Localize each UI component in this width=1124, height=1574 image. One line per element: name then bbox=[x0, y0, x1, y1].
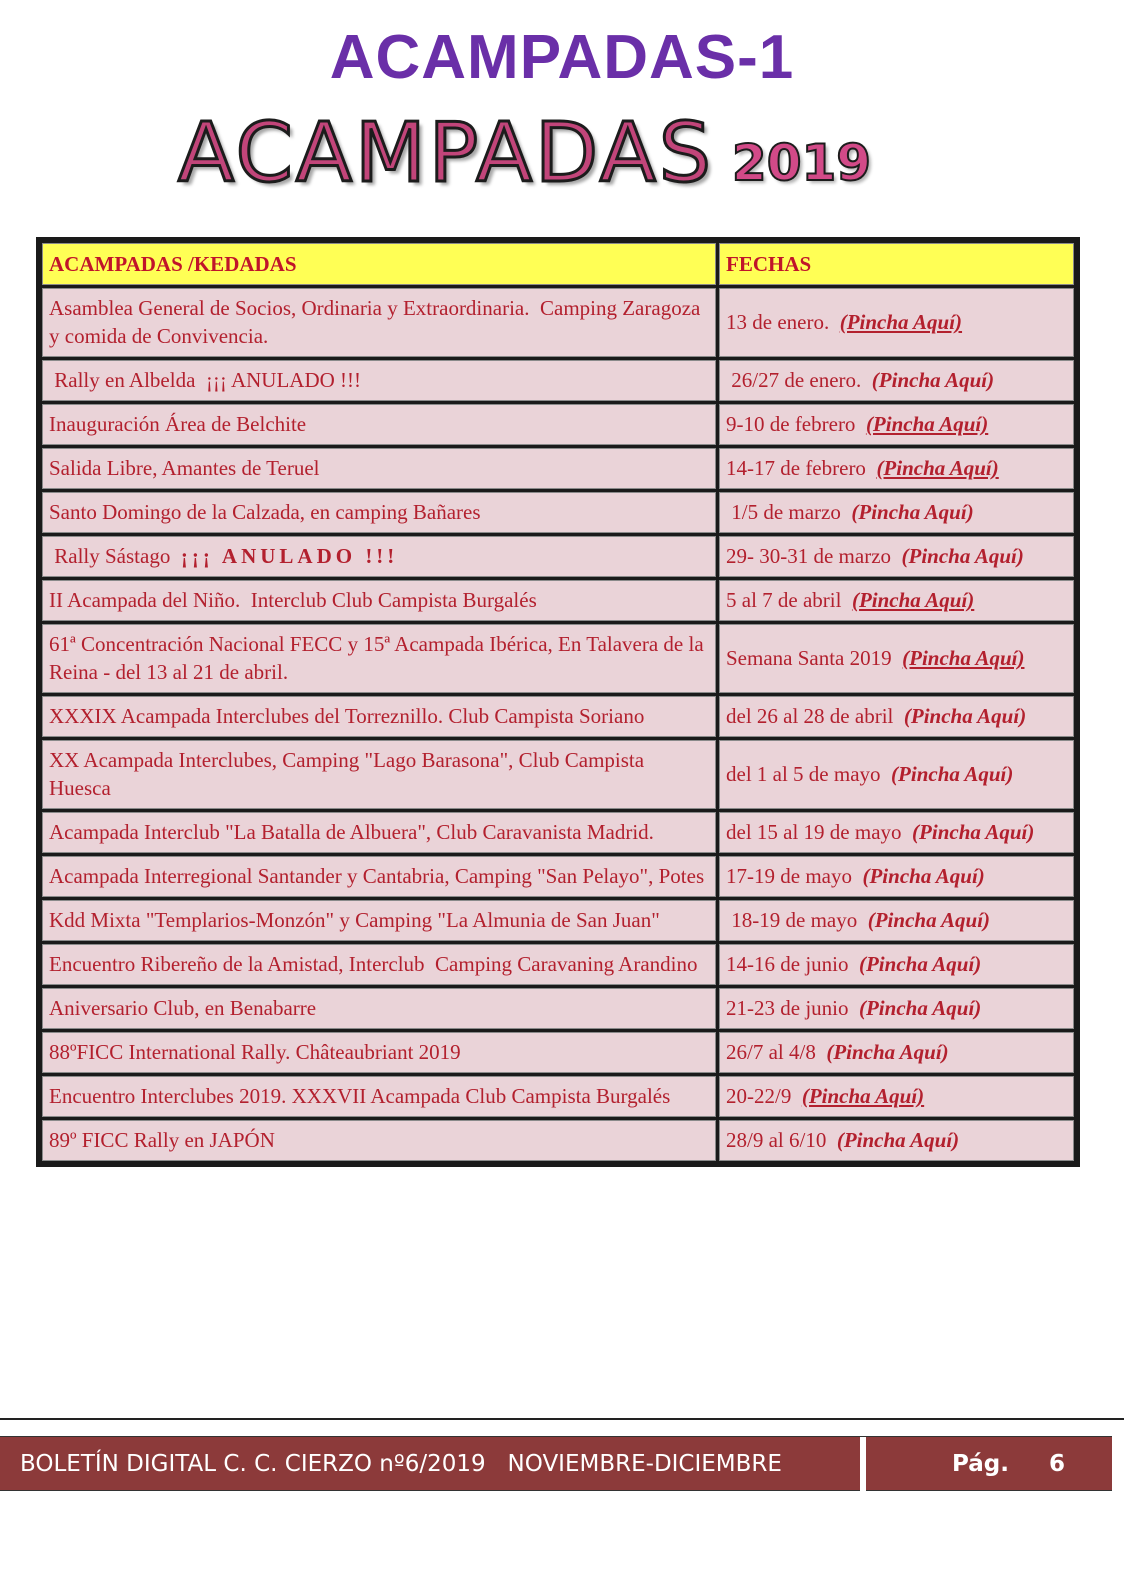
event-cell bbox=[42, 856, 716, 897]
date-cell bbox=[719, 536, 1074, 577]
column-header-events: ACAMPADAS /KEDADAS bbox=[42, 243, 716, 285]
event-date: 28/9 al 6/10 bbox=[726, 1128, 827, 1152]
table-row bbox=[42, 696, 1074, 737]
column-header-dates: FECHAS bbox=[719, 243, 1074, 285]
event-date: 14-17 de febrero bbox=[726, 456, 866, 480]
date-cell bbox=[719, 448, 1074, 489]
date-cell bbox=[719, 1076, 1074, 1117]
pincha-aqui-link[interactable]: (Pincha Aquí) bbox=[858, 996, 982, 1020]
footer-text: BOLETÍN DIGITAL C. C. CIERZO nº6/2019 NOVIEMBRE-DICIEMBRE bbox=[20, 1451, 782, 1477]
page-label: Pág. bbox=[952, 1451, 1009, 1477]
table-row bbox=[42, 1076, 1074, 1117]
pincha-aqui-link[interactable]: (Pincha Aquí) bbox=[839, 310, 963, 334]
event-date: 1/5 de marzo bbox=[726, 500, 841, 524]
event-date: del 26 al 28 de abril bbox=[726, 704, 894, 728]
pincha-aqui-link[interactable]: (Pincha Aquí) bbox=[891, 762, 1014, 786]
date-cell bbox=[719, 580, 1074, 621]
date-cell bbox=[719, 988, 1074, 1029]
date-cell bbox=[719, 696, 1074, 737]
event-date: Semana Santa 2019 bbox=[726, 646, 892, 670]
pincha-aqui-link[interactable]: (Pincha Aquí) bbox=[903, 704, 1027, 728]
table-row bbox=[42, 944, 1074, 985]
event-date: 18-19 de mayo bbox=[726, 908, 858, 932]
pincha-aqui-link[interactable]: (Pincha Aquí) bbox=[801, 1084, 925, 1108]
event-date: 29- 30-31 de marzo bbox=[726, 544, 892, 568]
banner-year: 2019 bbox=[731, 134, 872, 192]
pincha-aqui-link[interactable]: (Pincha Aquí) bbox=[876, 456, 999, 480]
event-cell bbox=[42, 812, 716, 853]
event-cell bbox=[42, 1076, 716, 1117]
event-cell bbox=[42, 740, 716, 809]
cancelled-notice: ¡¡¡ ANULADO !!! bbox=[180, 544, 399, 568]
date-cell bbox=[719, 360, 1074, 401]
event-date: 14-16 de junio bbox=[726, 952, 849, 976]
footer-divider bbox=[0, 1418, 1124, 1420]
event-name: Encuentro Interclubes 2019. XXXVII Acampada Club Campista Burgalés bbox=[49, 1084, 671, 1108]
page-number bbox=[952, 1437, 1065, 1492]
pincha-aqui-link[interactable]: (Pincha Aquí) bbox=[862, 864, 985, 888]
footer-separator bbox=[860, 1437, 866, 1492]
page-number-value: 6 bbox=[1049, 1451, 1066, 1477]
event-date: del 1 al 5 de mayo bbox=[726, 762, 881, 786]
event-name: Inauguración Área de Belchite bbox=[49, 412, 307, 436]
events-table bbox=[36, 237, 1080, 1167]
event-date: 21-23 de junio bbox=[726, 996, 849, 1020]
table-row bbox=[42, 1120, 1074, 1161]
event-name: Rally en Albelda ¡¡¡ ANULADO !!! bbox=[49, 368, 362, 392]
table-row bbox=[42, 580, 1074, 621]
date-cell bbox=[719, 812, 1074, 853]
event-date: 5 al 7 de abril bbox=[726, 588, 842, 612]
event-name: II Acampada del Niño. Interclub Club Campista Burgalés bbox=[49, 588, 537, 612]
date-cell bbox=[719, 740, 1074, 809]
table-row bbox=[42, 536, 1074, 577]
event-date: 9-10 de febrero bbox=[726, 412, 856, 436]
table-row bbox=[42, 740, 1074, 809]
page-title: ACAMPADAS-1 bbox=[329, 23, 795, 92]
event-cell bbox=[42, 536, 716, 577]
event-date: 26/27 de enero. bbox=[726, 368, 862, 392]
pincha-aqui-link[interactable]: (Pincha Aquí) bbox=[867, 908, 991, 932]
event-cell bbox=[42, 288, 716, 357]
event-cell bbox=[42, 492, 716, 533]
event-date: 13 de enero. bbox=[726, 310, 830, 334]
date-cell bbox=[719, 492, 1074, 533]
footer-bar bbox=[0, 1436, 1112, 1491]
date-cell bbox=[719, 624, 1074, 693]
pincha-aqui-link[interactable]: (Pincha Aquí) bbox=[871, 368, 995, 392]
event-date: 17-19 de mayo bbox=[726, 864, 852, 888]
event-name: Asamblea General de Socios, Ordinaria y Extraordinaria. Camping Zaragoza y comida de Convivencia. bbox=[49, 296, 706, 348]
event-name: 89º FICC Rally en JAPÓN bbox=[49, 1128, 275, 1152]
table-row bbox=[42, 448, 1074, 489]
event-cell bbox=[42, 696, 716, 737]
event-name: Acampada Interclub "La Batalla de Albuera", Club Caravanista Madrid. bbox=[49, 820, 654, 844]
event-date: del 15 al 19 de mayo bbox=[726, 820, 902, 844]
pincha-aqui-link[interactable]: (Pincha Aquí) bbox=[902, 646, 1025, 670]
table-header-row bbox=[42, 243, 1074, 285]
table-row bbox=[42, 624, 1074, 693]
event-name: XX Acampada Interclubes, Camping "Lago Barasona", Club Campista Huesca bbox=[49, 748, 650, 800]
table-row bbox=[42, 988, 1074, 1029]
event-cell bbox=[42, 988, 716, 1029]
table-row bbox=[42, 492, 1074, 533]
table-row bbox=[42, 812, 1074, 853]
event-name: Salida Libre, Amantes de Teruel bbox=[49, 456, 320, 480]
event-cell bbox=[42, 360, 716, 401]
pincha-aqui-link[interactable]: (Pincha Aquí) bbox=[826, 1040, 949, 1064]
pincha-aqui-link[interactable]: (Pincha Aquí) bbox=[851, 500, 974, 524]
date-cell bbox=[719, 404, 1074, 445]
banner-logo bbox=[178, 108, 878, 200]
event-name: Rally Sástago bbox=[49, 544, 181, 568]
event-name: 61ª Concentración Nacional FECC y 15ª Acampada Ibérica, En Talavera de la Reina - del 13 al 21 de abril. bbox=[49, 632, 709, 684]
event-name: Acampada Interregional Santander y Cantabria, Camping "San Pelayo", Potes bbox=[49, 864, 705, 888]
pincha-aqui-link[interactable]: (Pincha Aquí) bbox=[851, 588, 975, 612]
pincha-aqui-link[interactable]: (Pincha Aquí) bbox=[901, 544, 1024, 568]
event-cell bbox=[42, 1120, 716, 1161]
event-name: Aniversario Club, en Benabarre bbox=[49, 996, 317, 1020]
event-cell bbox=[42, 404, 716, 445]
event-date: 20-22/9 bbox=[726, 1084, 792, 1108]
table-row bbox=[42, 900, 1074, 941]
table-row bbox=[42, 360, 1074, 401]
banner-word: ACAMPADAS bbox=[178, 106, 714, 201]
table-row bbox=[42, 404, 1074, 445]
date-cell bbox=[719, 1032, 1074, 1073]
event-name: XXXIX Acampada Interclubes del Torreznillo. Club Campista Soriano bbox=[49, 704, 645, 728]
event-name: Kdd Mixta "Templarios-Monzón" y Camping "La Almunia de San Juan" bbox=[49, 908, 660, 932]
event-cell bbox=[42, 1032, 716, 1073]
pincha-aqui-link[interactable]: (Pincha Aquí) bbox=[865, 412, 989, 436]
event-name: Santo Domingo de la Calzada, en camping Bañares bbox=[49, 500, 481, 524]
pincha-aqui-link[interactable]: (Pincha Aquí) bbox=[912, 820, 1035, 844]
event-cell bbox=[42, 580, 716, 621]
event-cell bbox=[42, 624, 716, 693]
table-row bbox=[42, 856, 1074, 897]
table-row bbox=[42, 1032, 1074, 1073]
event-name: Encuentro Ribereño de la Amistad, Interclub Camping Caravaning Arandino bbox=[49, 952, 698, 976]
date-cell bbox=[719, 288, 1074, 357]
event-cell bbox=[42, 448, 716, 489]
event-date: 26/7 al 4/8 bbox=[726, 1040, 816, 1064]
date-cell bbox=[719, 900, 1074, 941]
pincha-aqui-link[interactable]: (Pincha Aquí) bbox=[858, 952, 982, 976]
date-cell bbox=[719, 856, 1074, 897]
event-name: 88ºFICC International Rally. Châteaubriant 2019 bbox=[49, 1040, 461, 1064]
date-cell bbox=[719, 1120, 1074, 1161]
event-cell bbox=[42, 944, 716, 985]
date-cell bbox=[719, 944, 1074, 985]
event-cell bbox=[42, 900, 716, 941]
table-row bbox=[42, 288, 1074, 357]
pincha-aqui-link[interactable]: (Pincha Aquí) bbox=[836, 1128, 960, 1152]
